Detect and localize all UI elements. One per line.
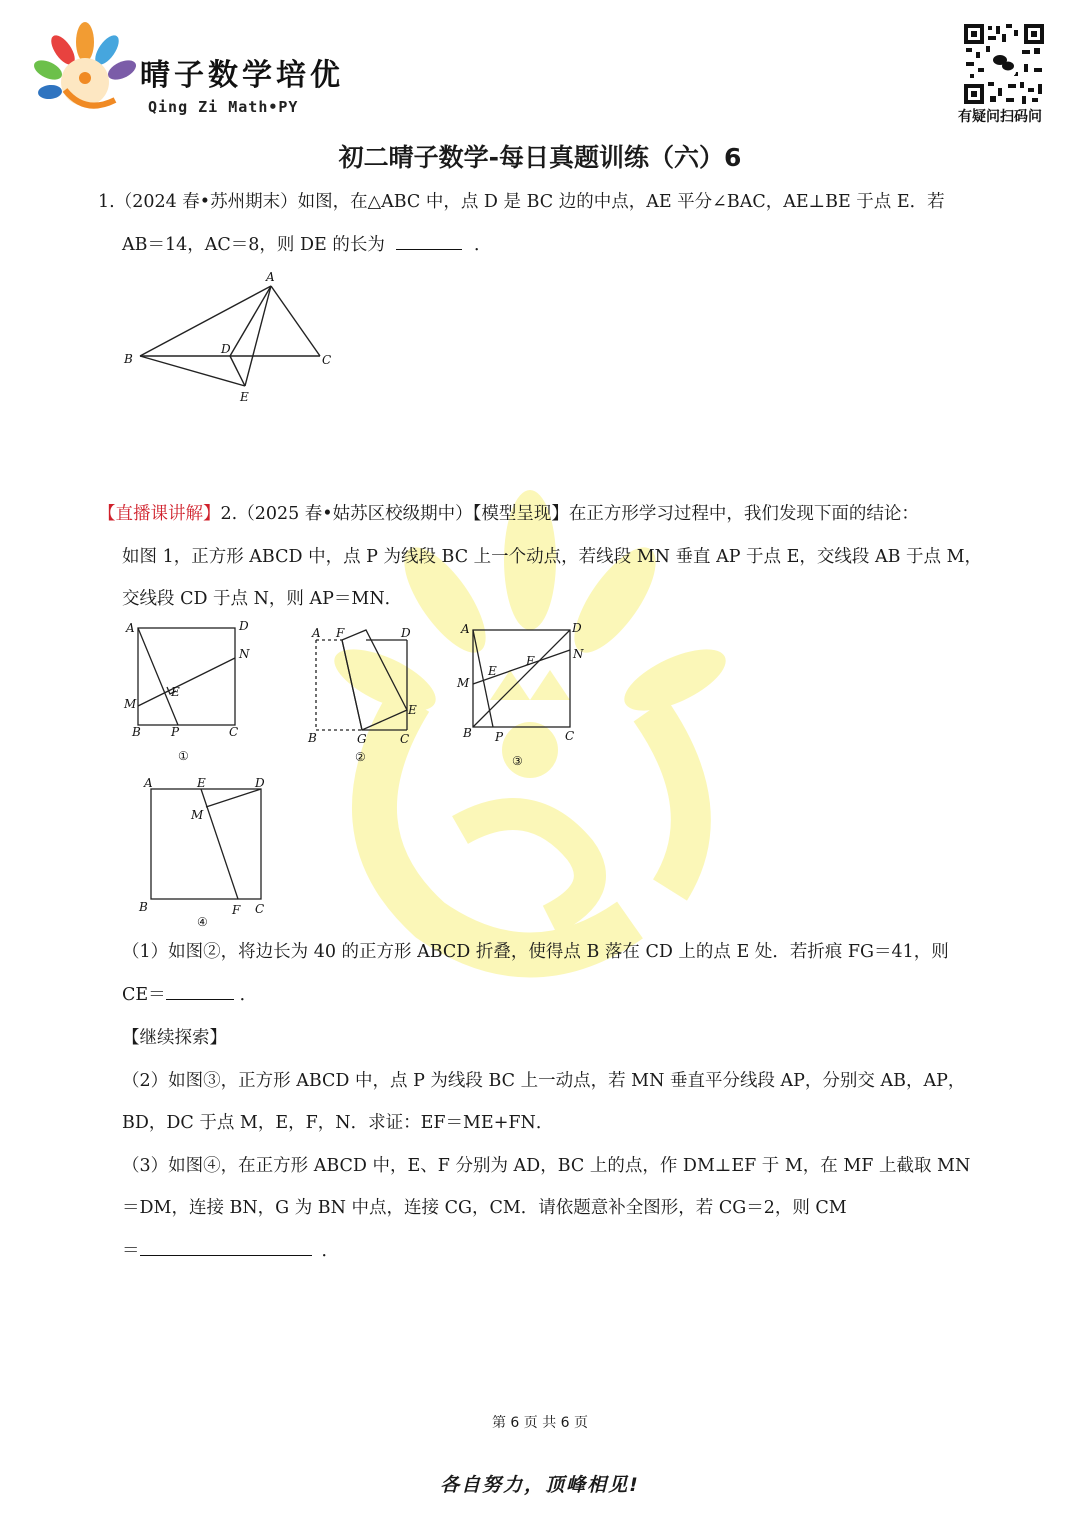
svg-text:D: D [239, 619, 249, 633]
page-title: 初二晴子数学-每日真题训练（六）6 [338, 143, 742, 172]
figure-3-caption: ③ [512, 754, 523, 768]
page-number: 第 6 页 共 6 页 [491, 1415, 589, 1431]
figure-1 [118, 618, 258, 768]
brand-name-en: Qing Zi Math•PY [148, 98, 299, 116]
q1-line-1: 1.（2024 春•苏州期末）如图，在△ABC 中，点 D 是 BC 边的中点，AE 平分∠BAC，AE⊥BE 于点 E．若 [98, 192, 945, 212]
svg-text:F: F [232, 903, 241, 917]
q1-label-e: E [240, 390, 249, 404]
q1-line-2-end: ． [474, 235, 492, 255]
svg-text:C: C [229, 725, 239, 739]
svg-text:D: D [255, 776, 265, 790]
svg-text:A: A [461, 622, 470, 636]
q1-label-a: A [266, 270, 275, 284]
svg-text:M: M [457, 676, 470, 690]
q2-p3-line-3 [122, 1239, 339, 1263]
q2-p3-line-3-text: ＝ [122, 1241, 140, 1261]
svg-text:B: B [308, 731, 317, 745]
q2-p2-line-2: BD，DC 于点 M，E，F，N．求证：EF＝ME+FN． [122, 1113, 554, 1133]
svg-text:M: M [191, 808, 204, 822]
svg-text:E: E [408, 703, 417, 717]
svg-text:N: N [239, 647, 250, 661]
svg-text:B: B [463, 726, 472, 740]
svg-text:F: F [336, 626, 345, 640]
svg-text:C: C [565, 729, 575, 743]
svg-text:C: C [255, 902, 265, 916]
svg-text:A: A [312, 626, 321, 640]
svg-text:B: B [139, 900, 148, 914]
svg-text:E: E [197, 776, 206, 790]
qr-code-icon [962, 22, 1046, 106]
q2-line-1 [98, 502, 919, 526]
svg-text:D: D [572, 621, 582, 635]
q2-p1-answer-blank[interactable] [166, 985, 234, 1000]
q1-label-b: B [124, 352, 133, 366]
q2-line-2: 如图 1，正方形 ABCD 中，点 P 为线段 BC 上一个动点，若线段 MN 垂直 AP 于点 E，交线段 AB 于点 M， [122, 547, 983, 567]
svg-text:D: D [401, 626, 411, 640]
q2-p3-line-1: （3）如图④，在正方形 ABCD 中，E、F 分别为 AD，BC 上的点，作 DM⊥EF 于 M，在 MF 上截取 MN [122, 1156, 971, 1176]
figure-1-caption: ① [178, 749, 189, 763]
svg-text:G: G [357, 732, 367, 746]
figure-3 [455, 620, 590, 770]
figure-2 [300, 622, 430, 770]
q2-live-tag: 【直播课讲解】 [98, 504, 221, 524]
figure-4-caption: ④ [197, 915, 208, 929]
q1-triangle-figure [118, 266, 348, 408]
q1-line-2 [122, 233, 492, 257]
q1-answer-blank[interactable] [396, 235, 462, 250]
q2-line-1-text: 2.（2025 春•姑苏区校级期中）【模型呈现】在正方形学习过程中，我们发现下面的结论： [220, 504, 919, 524]
q1-label-d: D [221, 342, 231, 356]
q2-p1-line-2-end: ． [239, 985, 258, 1005]
svg-text:N: N [573, 647, 584, 661]
q2-p1-line-1: （1）如图②，将边长为 40 的正方形 ABCD 折叠，使得点 B 落在 CD 上的点 E 处．若折痕 FG＝41，则 [122, 942, 949, 962]
brand-logo-icon [30, 20, 140, 120]
svg-text:A: A [144, 776, 153, 790]
q1-line-2-text: AB＝14，AC＝8，则 DE 的长为 [122, 235, 385, 255]
figure-2-caption: ② [355, 750, 366, 764]
svg-text:B: B [132, 725, 141, 739]
q2-p2-line-1: （2）如图③，正方形 ABCD 中，点 P 为线段 BC 上一动点，若 MN 垂直平分线段 AP，分别交 AB，AP， [122, 1071, 966, 1091]
q2-continue-heading: 【继续探索】 [122, 1028, 227, 1048]
footer-motto: 各自努力，顶峰相见! [440, 1474, 640, 1496]
q1-label-c: C [322, 353, 332, 367]
q2-p3-line-3-end: ． [321, 1241, 339, 1261]
svg-text:P: P [495, 730, 504, 744]
qr-caption: 有疑问扫码问 [958, 109, 1042, 125]
svg-text:M: M [124, 697, 137, 711]
q2-p3-line-2: ＝DM，连接 BN，G 为 BN 中点，连接 CG，CM．请依题意补全图形，若 CG＝2，则 CM [122, 1198, 847, 1218]
svg-text:E: E [488, 664, 497, 678]
brand-name-cn: 晴子数学培优 [140, 58, 344, 93]
q2-line-3: 交线段 CD 于点 N，则 AP＝MN． [122, 589, 403, 609]
q2-p1-line-2-text: CE＝ [122, 985, 166, 1005]
svg-text:E: E [171, 685, 180, 699]
figure-4 [135, 775, 275, 930]
q2-p3-answer-blank[interactable] [140, 1241, 312, 1256]
q2-p1-line-2 [122, 983, 257, 1007]
svg-text:P: P [171, 725, 180, 739]
svg-text:A: A [126, 621, 135, 635]
svg-text:F: F [526, 654, 535, 668]
svg-text:C: C [400, 732, 410, 746]
